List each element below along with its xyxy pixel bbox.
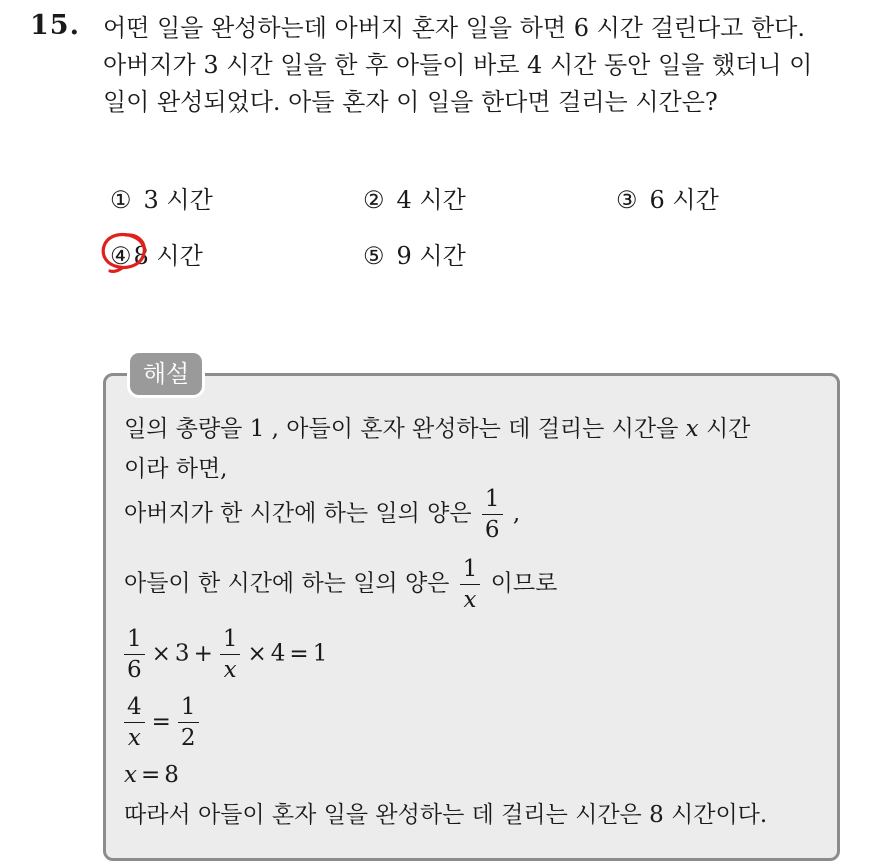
explanation-line-3-a: 아버지가 한 시간에 하는 일의 양은	[124, 500, 472, 527]
fraction-denominator: x	[223, 657, 237, 683]
answer-circle-mark	[96, 226, 156, 276]
explanation-line-1-b: 시간	[705, 416, 751, 442]
question-line-3: 일이 완성되었다. 아들 혼자 이 일을 한다면 걸리는 시간은?	[103, 88, 718, 116]
choice-1[interactable]	[110, 180, 213, 215]
explanation-line-4-b: 이므로	[490, 570, 558, 597]
equals-sign: =	[151, 708, 171, 735]
question-number: 15.	[30, 10, 80, 41]
equals-sign: =	[289, 640, 309, 667]
fraction-denominator: 2	[180, 725, 196, 751]
choice-2[interactable]	[363, 180, 466, 215]
question-line-2: 아버지가 3 시간 일을 한 후 아들이 바로 4 시간 동안 일을 했더니 이	[103, 51, 813, 79]
choice-2-text: 4 시간	[396, 186, 466, 214]
explanation-line-1-var: x	[685, 416, 699, 442]
fraction-numerator: 1	[178, 694, 199, 723]
eq1-fraction-2	[220, 626, 241, 683]
eq2-fraction-2	[178, 694, 199, 751]
choice-4-mark: ④	[110, 242, 132, 270]
fraction-numerator: 1	[460, 556, 481, 585]
equals-sign: =	[140, 762, 161, 788]
fraction-numerator: 1	[220, 626, 241, 655]
choice-4-text: 8 시간	[133, 242, 203, 270]
plus-sign: +	[193, 640, 213, 667]
question-line-1: 어떤 일을 완성하는데 아버지 혼자 일을 하면 6 시간 걸린다고 한다.	[103, 14, 805, 42]
choice-1-text: 3 시간	[143, 186, 213, 214]
fraction-numerator: 1	[482, 486, 503, 515]
explanation-line-3-b: ,	[512, 500, 521, 527]
fraction-one-sixth	[482, 486, 503, 543]
choice-1-mark: ①	[110, 186, 132, 214]
choice-3-mark: ③	[616, 186, 638, 214]
answer-circle-stroke	[103, 234, 144, 271]
explanation-tag: 해설	[127, 350, 205, 398]
explanation-box	[103, 373, 840, 861]
choice-5[interactable]	[363, 236, 466, 271]
eq1-rhs: 1	[312, 640, 328, 667]
eq1-fraction-1	[124, 626, 145, 683]
fraction-numerator: 4	[124, 694, 145, 723]
times-sign: ×	[151, 640, 171, 667]
eq3-rhs: 8	[164, 762, 179, 788]
question-text	[103, 10, 873, 121]
fraction-denominator: x	[127, 725, 141, 751]
explanation-line-2: 이라 하면,	[124, 456, 228, 482]
explanation-line-4	[124, 556, 557, 613]
fraction-denominator: 6	[484, 517, 500, 543]
fraction-numerator: 1	[124, 626, 145, 655]
eq1-number-2: 4	[270, 640, 286, 667]
explanation-line-4-a: 아들이 한 시간에 하는 일의 양은	[124, 570, 450, 597]
eq1-number-1: 3	[174, 640, 190, 667]
eq2-fraction-1	[124, 694, 145, 751]
fraction-denominator: x	[463, 587, 477, 613]
choice-5-text: 9 시간	[396, 242, 466, 270]
explanation-line-1	[124, 410, 750, 443]
choice-3[interactable]	[616, 180, 719, 215]
eq3-var: x	[124, 762, 137, 788]
fraction-denominator: 6	[127, 657, 142, 683]
times-sign: ×	[247, 640, 267, 667]
choice-2-mark: ②	[363, 186, 385, 214]
equation-3	[124, 762, 179, 788]
explanation-line-3	[124, 486, 520, 543]
explanation-line-1-a: 일의 총량을 1 , 아들이 혼자 완성하는 데 걸리는 시간을	[124, 416, 679, 442]
equation-2	[124, 694, 202, 751]
equation-1	[124, 626, 327, 683]
choice-3-text: 6 시간	[649, 186, 719, 214]
choice-5-mark: ⑤	[363, 242, 385, 270]
explanation-conclusion: 따라서 아들이 혼자 일을 완성하는 데 걸리는 시간은 8 시간이다.	[124, 802, 768, 828]
fraction-one-over-x	[460, 556, 481, 613]
